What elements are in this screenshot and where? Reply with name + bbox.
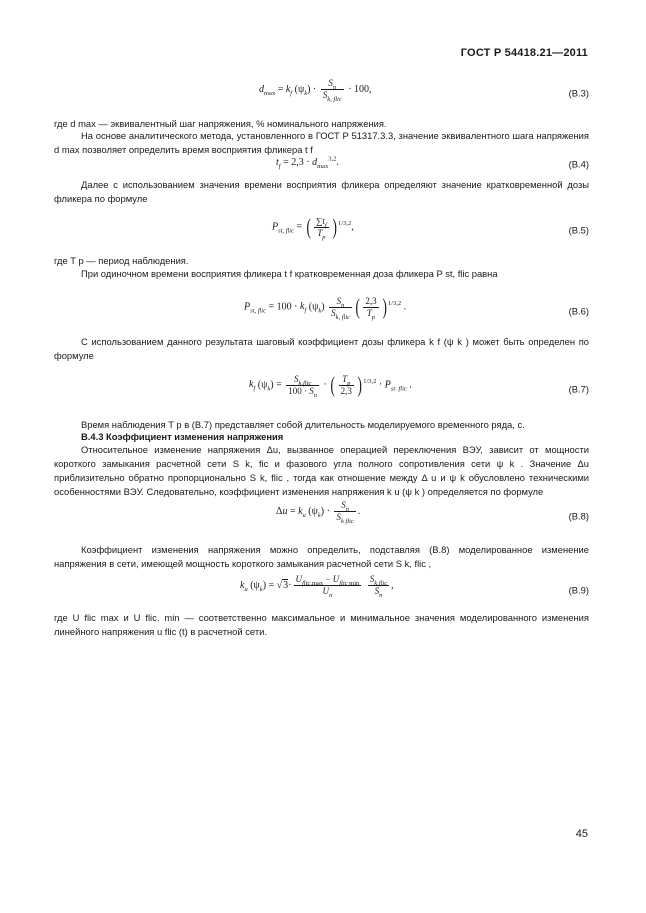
equation-b8: $\Delta u = k_u$ $(\psi_k)$ · $\frac{S_n}{S_{k flic}}$ . (B.8) — [276, 500, 589, 525]
equation-number: (B.3) — [568, 87, 589, 99]
paragraph: где d max — эквивалентный шаг напряжения, % номинального напряжения. — [54, 118, 387, 129]
equation-b9: $k_u$ $(\psi_k) = √3\cdot$ $\frac{U_{flic,max} - U_{flic min}}{U_n}$ $\frac{S_{k,flic}}{S_n}$ , (B.9) — [240, 574, 589, 599]
page-number: 45 — [575, 828, 588, 840]
paragraph: Время наблюдения T p в (B.7) представляет собой длительность моделируемого временного ряда, с. — [81, 419, 525, 430]
paragraph: Далее с использованием значения времени восприятия фликера определяют значение кратковременной дозы фликера по формуле — [54, 179, 589, 204]
paragraph: При одиночном времени восприятия фликера t f кратковременная доза фликера P st, flic равна — [81, 268, 498, 279]
equation-b5: $P_{st, flic}$ = ( $\frac{\sum t_f}{T_p}$ )$^{1/3,2}$, (B.5) — [272, 214, 589, 241]
equation-number: (B.6) — [568, 305, 589, 317]
equation-b4: $t_f = 2,3 \cdot d_{max}^{3,2}$. (B.4) — [276, 155, 589, 170]
document-header: ГОСТ Р 54418.21—2011 — [460, 47, 588, 59]
equation-number: (B.7) — [568, 383, 589, 395]
section-heading: B.4.3 Коэффициент изменения напряжения — [81, 431, 284, 442]
paragraph: С использованием данного результата шаговый коэффициент дозы фликера k f (ψ k ) может быть определен по формуле — [54, 336, 589, 361]
paragraph: где U flic max и U flic. min — соответственно максимальное и минимальное значения моделированного изменения линейного напряжения u flic (t) в расчетной сети. — [54, 612, 589, 637]
equation-number: (B.8) — [568, 510, 589, 522]
paragraph: На основе аналитического метода, установленного в ГОСТ Р 51317.3.3, значение эквивалентного шага напряжения d max позволяет определить время восприятия фликера t f — [54, 130, 589, 155]
equation-number: (B.4) — [568, 158, 589, 170]
paragraph: Коэффициент изменения напряжения можно определить, подставляя (B.8) моделированное изменение напряжения в сети, имеющей мощность короткого замыкания расчетной сети S k, flic , — [54, 544, 589, 569]
equation-number: (B.5) — [568, 224, 589, 236]
equation-b7: $k_f$ $(\psi_k)$ = $\frac{S_{k,flic}}{100 \cdot S_n}$ · ( $\frac{T_p}{2,3}$ )$^{1/3,2} \cdot P_{st. flic}$ . (B.7) — [249, 372, 589, 399]
paragraph: где T p — период наблюдения. — [54, 255, 189, 266]
paragraph: Относительное изменение напряжения Δu, вызванное операцией переключения ВЭУ, зависит от мощности короткого замыкания расчетной сети S k, fic и фазового угла полного сопротивления сети ψ k . Значение Δu приблизительно обратно пропорционально S k, flic , тогда как отношение между Δ u и ψ k обусловлено техническими особенностями ВЭУ. Следовательно, коэффициент изменения напряжения k u (ψ k ) определяется по формуле — [54, 444, 589, 497]
equation-number: (B.9) — [568, 584, 589, 596]
equation-b6: $P_{st, flic} = 100 \cdot k_f$ $(\psi_k)$ $\frac{S_n}{S_{k, flic}}$ ( $\frac{2,3}{T_p}$ )$^{1/3,2}$ . (B.6) — [244, 294, 589, 321]
equation-b3: $d_{max} = k_f$ $(\psi_k)$ · $\frac{S_n}{S_{k, flic}}$ · 100, (B.3) — [259, 78, 589, 103]
